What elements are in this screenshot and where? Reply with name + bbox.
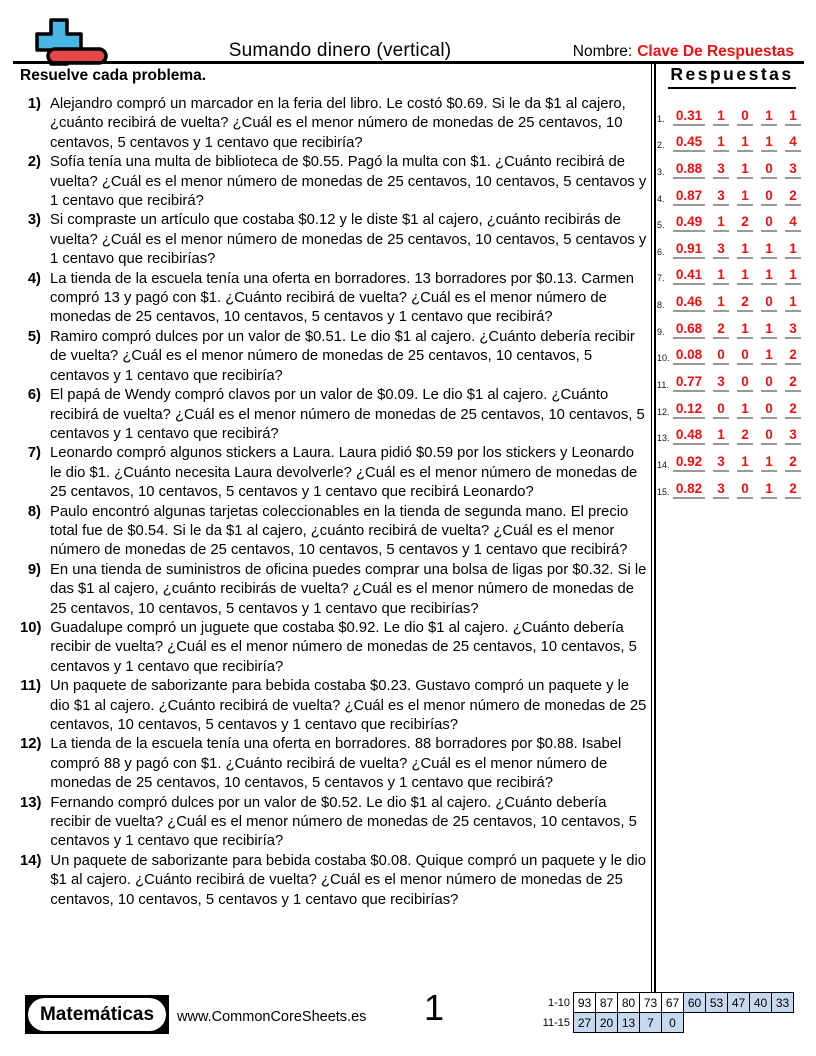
answer-value: 2	[785, 347, 801, 365]
problem-number: 4)	[27, 270, 41, 287]
problem-number: 6)	[27, 387, 41, 404]
answer-value: 0.45	[673, 134, 705, 152]
answer-number: 13.	[657, 433, 670, 444]
answer-value: 2	[737, 427, 753, 445]
answer-row	[657, 99, 807, 126]
answer-value: 2	[785, 454, 801, 472]
website-text: www.CommonCoreSheets.es	[177, 1009, 367, 1025]
answer-value: 0.92	[673, 454, 705, 472]
answer-values	[673, 454, 801, 472]
problem-text: Guadalupe compró un juguete que costaba $0.92. Le dio $1 al cajero. ¿Cuánto debería recibir de vuelta? ¿Cuál es el menor número de monedas de 25 centavos, 10 centavos, 5 centavos y 1 centavo que recibiría?	[50, 619, 637, 675]
answer-value: 1	[761, 241, 777, 259]
answer-value: 0	[761, 427, 777, 445]
answer-value: 2	[785, 374, 801, 392]
answer-value: 0.31	[673, 108, 705, 126]
problem-text: Fernando compró dulces por un valor de $0.52. Le dio $1 al cajero. ¿Cuánto debería recibir de vuelta? ¿Cuál es el menor número de monedas de 25 centavos, 10 centavos, 5 centavos y 1 centavo que recibiría?	[50, 794, 637, 850]
problem-item	[20, 95, 648, 153]
answer-row	[657, 365, 807, 392]
answer-value: 0	[737, 347, 753, 365]
answer-value: 0	[713, 401, 729, 419]
problem-text: Ramiro compró dulces por un valor de $0.51. Le dio $1 al cajero. ¿Cuánto debería recibir de vuelta? ¿Cuál es el menor número de monedas de 25 centavos, 10 centavos, 5 centavos y 1 centavo que recibiría?	[50, 328, 635, 384]
score-cell: 0	[661, 1012, 684, 1033]
problem-number: 14)	[20, 852, 42, 869]
problem-number: 2)	[27, 154, 41, 171]
answer-value: 3	[713, 161, 729, 179]
answer-value: 0.12	[673, 401, 705, 419]
score-cell: 20	[595, 1012, 618, 1033]
answer-value: 1	[761, 108, 777, 126]
problem-text: En una tienda de suministros de oficina puedes comprar una bolsa de ligas por $0.32. Si le das $1 al cajero, ¿cuánto recibirás de vuelta? ¿Cuál es el menor número de monedas de 25 centavos, 10 centavos, 5 centavos y 1 centavo que recibirías?	[50, 561, 647, 617]
problem-text: La tienda de la escuela tenía una oferta en borradores. 88 borradores por $0.88. Isabel compró 88 y pagó con $1. ¿Cuánto recibirá de vuelta? ¿Cuál es el menor número de monedas de 25 centavos, 10 centavos, 5 centavos y 1 centavo que recibirá?	[50, 736, 622, 792]
problem-item	[20, 561, 648, 619]
answer-value: 3	[785, 427, 801, 445]
answer-value: 0	[761, 401, 777, 419]
answer-number: 8.	[657, 300, 665, 311]
answer-row	[657, 392, 807, 419]
score-table	[541, 992, 794, 1033]
answer-value: 1	[761, 321, 777, 339]
answer-row	[657, 179, 807, 206]
score-cell: 87	[595, 992, 618, 1013]
footer-brand-badge	[25, 995, 169, 1034]
name-value: Clave De Respuestas	[637, 43, 794, 60]
answer-row	[657, 126, 807, 153]
answer-row	[657, 339, 807, 366]
answer-value: 1	[737, 401, 753, 419]
answer-value: 3	[713, 374, 729, 392]
answer-row	[657, 472, 807, 499]
problem-number: 12)	[20, 736, 42, 753]
answer-value: 0.41	[673, 267, 705, 285]
problem-item	[20, 153, 648, 211]
problem-number: 13)	[20, 794, 42, 811]
answer-value: 1	[713, 427, 729, 445]
answer-row	[657, 445, 807, 472]
answer-value: 1	[737, 267, 753, 285]
instructions-text: Resuelve cada problema.	[20, 67, 207, 84]
answer-value: 2	[713, 321, 729, 339]
score-cell: 47	[727, 992, 750, 1013]
answer-value: 1	[713, 214, 729, 232]
answer-value: 1	[785, 294, 801, 312]
problem-item	[20, 444, 648, 502]
brand-label: Matemáticas	[28, 998, 166, 1031]
answer-value: 1	[785, 108, 801, 126]
problem-text: Alejandro compró un marcador en la feria del libro. Le costó $0.69. Si le da $1 al cajero, ¿cuánto recibirá de vuelta? ¿Cuál es el menor número de monedas de 25 centavos, 10 centavos, 5 centavos y 1 centavo que recibiría?	[50, 96, 626, 151]
answer-values	[673, 481, 801, 499]
answer-value: 1	[761, 454, 777, 472]
answer-values	[673, 188, 801, 206]
score-cell: 40	[749, 992, 772, 1013]
answer-value: 3	[713, 188, 729, 206]
answer-number: 1.	[657, 113, 665, 124]
problem-item	[20, 619, 648, 677]
answer-row	[657, 285, 807, 312]
problem-item	[20, 211, 648, 269]
score-row-label: 11-15	[542, 1016, 570, 1029]
answer-value: 0	[737, 481, 753, 499]
answer-number: 12.	[657, 406, 670, 417]
answer-value: 0	[713, 347, 729, 365]
answer-number: 15.	[657, 486, 670, 497]
answer-row	[657, 152, 807, 179]
score-cell: 73	[639, 992, 662, 1013]
answer-value: 0.48	[673, 427, 705, 445]
answer-value: 1	[713, 294, 729, 312]
problem-number: 3)	[27, 212, 41, 229]
answer-value: 3	[785, 321, 801, 339]
answer-value: 1	[761, 481, 777, 499]
answer-values	[673, 108, 801, 126]
answer-value: 1	[761, 134, 777, 152]
answer-row	[657, 232, 807, 259]
score-row	[541, 1012, 794, 1033]
problem-number: 11)	[20, 678, 41, 695]
answer-value: 1	[761, 267, 777, 285]
problems-list	[20, 95, 648, 998]
answer-number: 14.	[657, 459, 670, 470]
name-label: Nombre:	[572, 43, 633, 60]
problem-item	[20, 794, 648, 852]
answer-value: 2	[737, 294, 753, 312]
page-title: Sumando dinero (vertical)	[228, 40, 452, 61]
answer-number: 6.	[657, 246, 665, 257]
problem-number: 8)	[27, 503, 41, 520]
problem-item	[20, 328, 648, 386]
answer-number: 2.	[657, 140, 665, 151]
problem-item	[20, 852, 648, 910]
answer-value: 0.77	[673, 374, 705, 392]
answer-value: 0.46	[673, 294, 705, 312]
answer-value: 1	[737, 134, 753, 152]
problem-text: Leonardo compró algunos stickers a Laura. Laura pidió $0.59 por los stickers y Leonardo le dio $1. ¿Cuánto necesita Laura devolverle? ¿Cuál es el menor número de monedas de 25 centavos, 10 centavos, 5 centavos y 1 centavo que recibirá Leonardo?	[50, 445, 638, 501]
answer-value: 1	[737, 188, 753, 206]
score-row-label: 1-10	[547, 996, 570, 1009]
answer-number: 7.	[657, 273, 665, 284]
answers-list	[657, 99, 807, 499]
answer-value: 0.49	[673, 214, 705, 232]
answer-value: 0	[737, 108, 753, 126]
answer-value: 1	[713, 134, 729, 152]
answer-value: 2	[785, 401, 801, 419]
answer-value: 0.87	[673, 188, 705, 206]
answer-value: 0.88	[673, 161, 705, 179]
problem-text: Un paquete de saborizante para bebida costaba $0.08. Quique compró un paquete y le dio $1 al cajero. ¿Cuánto recibirá de vuelta? ¿Cuál es el menor número de monedas de 25 centavos, 10 centavos, 5 centavos y 1 centavo que recibirías?	[50, 852, 646, 908]
name-line	[573, 43, 794, 61]
answer-values	[673, 134, 801, 152]
answer-value: 1	[713, 108, 729, 126]
problem-number: 9)	[27, 561, 41, 578]
score-cell: 13	[617, 1012, 640, 1033]
answer-value: 2	[785, 188, 801, 206]
score-row	[541, 992, 794, 1013]
answer-value: 4	[785, 134, 801, 152]
answer-number: 3.	[657, 166, 665, 177]
answer-value: 1	[737, 241, 753, 259]
score-cell: 33	[771, 992, 794, 1013]
answers-title-wrap	[658, 64, 806, 89]
answer-value: 0	[761, 294, 777, 312]
answer-number: 11.	[657, 380, 669, 391]
answer-values	[673, 241, 801, 259]
answer-values	[673, 161, 801, 179]
problem-number: 5)	[27, 328, 41, 345]
column-divider	[651, 64, 656, 993]
answer-value: 0.91	[673, 241, 705, 259]
problem-number: 10)	[20, 619, 42, 636]
answer-value: 1	[737, 321, 753, 339]
score-cell: 53	[705, 992, 728, 1013]
answer-value: 3	[785, 161, 801, 179]
problem-item	[20, 386, 648, 444]
answer-value: 1	[737, 454, 753, 472]
problem-text: Paulo encontró algunas tarjetas coleccionables en la tienda de segunda mano. El precio total fue de $0.54. Si le da $1 al cajero, ¿cuánto recibirá de vuelta? ¿Cuál es el menor número de monedas de 25 centavos, 10 centavos, 5 centavos y 1 centavo que recibirá?	[50, 503, 629, 559]
answer-values	[673, 214, 801, 232]
answer-row	[657, 312, 807, 339]
answer-value: 1	[785, 267, 801, 285]
answer-value: 0	[737, 374, 753, 392]
problem-item	[20, 503, 648, 561]
answer-number: 5.	[657, 220, 665, 231]
answer-value: 0	[761, 161, 777, 179]
score-cell: 60	[683, 992, 706, 1013]
answer-value: 0	[761, 374, 777, 392]
answer-number: 4.	[657, 193, 665, 204]
score-cell: 80	[617, 992, 640, 1013]
answer-value: 4	[785, 214, 801, 232]
score-cell: 27	[573, 1012, 596, 1033]
answer-value: 3	[713, 481, 729, 499]
score-cell: 7	[639, 1012, 662, 1033]
answer-values	[673, 294, 801, 312]
answer-values	[673, 374, 801, 392]
answer-value: 2	[737, 214, 753, 232]
problem-item	[20, 735, 648, 793]
answer-values	[673, 267, 801, 285]
answer-values	[673, 347, 801, 365]
answer-row	[657, 259, 807, 286]
answer-value: 3	[713, 241, 729, 259]
answer-number: 10.	[657, 353, 670, 364]
problem-text: Sofía tenía una multa de biblioteca de $0.55. Pagó la multa con $1. ¿Cuánto recibirá de vuelta? ¿Cuál es el menor número de monedas de 25 centavos, 10 centavos, 5 centavos y 1 centavo que recibirá?	[50, 154, 647, 210]
answer-value: 2	[785, 481, 801, 499]
problem-item	[20, 677, 648, 735]
answers-title: Respuestas	[668, 64, 795, 89]
problem-number: 1)	[27, 96, 41, 112]
answer-value: 0	[761, 214, 777, 232]
answer-value: 1	[737, 161, 753, 179]
score-cell: 67	[661, 992, 684, 1013]
answer-values	[673, 401, 801, 419]
answer-value: 1	[785, 241, 801, 259]
answer-value: 0.08	[673, 347, 705, 365]
page-number: 1	[424, 987, 445, 1028]
problem-text: El papá de Wendy compró clavos por un valor de $0.09. Le dio $1 al cajero. ¿Cuánto recibirá de vuelta? ¿Cuál es el menor número de monedas de 25 centavos, 10 centavos, 5 centavos y 1 centavo que recibirá?	[50, 387, 645, 442]
problem-text: Un paquete de saborizante para bebida costaba $0.23. Gustavo compró un paquete y le dio $1 al cajero. ¿Cuánto recibirá de vuelta? ¿Cuál es el menor número de monedas de 25 centavos, 10 centavos, 5 centavos y 1 centavo que recibirías?	[50, 678, 647, 733]
answer-value: 0.82	[673, 481, 705, 499]
answer-value: 1	[713, 267, 729, 285]
answer-value: 0	[761, 188, 777, 206]
problem-text: La tienda de la escuela tenía una oferta en borradores. 13 borradores por $0.13. Carmen compró 13 y pagó con $1. ¿Cuánto recibirá de vuelta? ¿Cuál es el menor número de monedas de 25 centavos, 10 centavos, 5 centavos y 1 centavo que recibirá?	[50, 270, 635, 326]
answer-values	[673, 321, 801, 339]
answer-value: 1	[761, 347, 777, 365]
problem-text: Si compraste un artículo que costaba $0.12 y le diste $1 al cajero, ¿cuánto recibirás de vuelta? ¿Cuál es el menor número de monedas de 25 centavos, 10 centavos, 5 centavos y 1 centavo que recibirías?	[50, 212, 647, 268]
answer-number: 9.	[657, 326, 665, 337]
problem-item	[20, 270, 648, 328]
answer-row	[657, 419, 807, 446]
score-cell: 93	[573, 992, 596, 1013]
problem-number: 7)	[27, 445, 41, 462]
answer-values	[673, 427, 801, 445]
answer-value: 3	[713, 454, 729, 472]
answer-value: 0.68	[673, 321, 705, 339]
answer-row	[657, 206, 807, 233]
